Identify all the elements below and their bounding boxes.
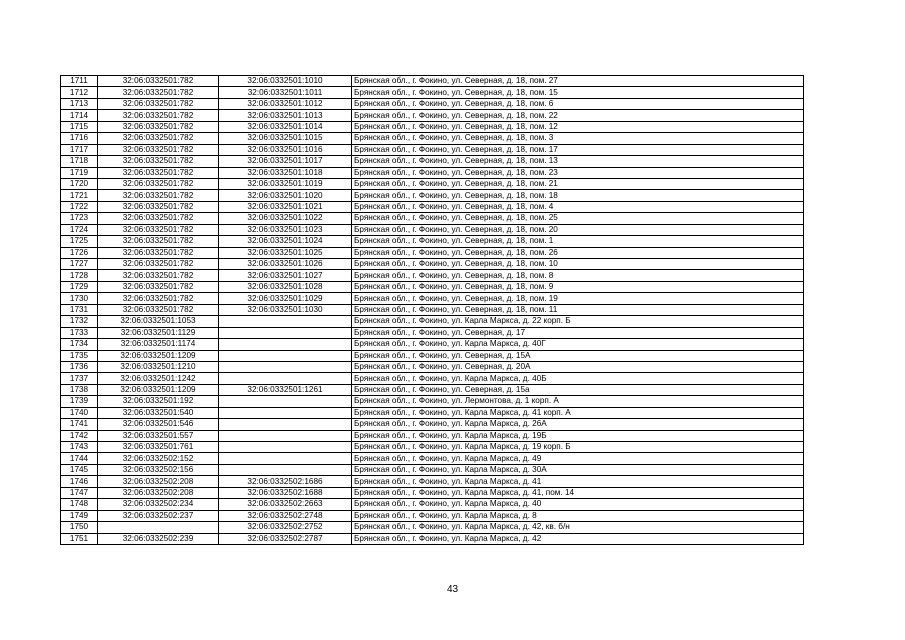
parcel-number-cell: 32:06:0332501:782: [98, 110, 219, 121]
table-row: [61, 442, 804, 453]
parcel-number-cell: 32:06:0332501:782: [98, 259, 219, 270]
address-cell: Брянская обл., г. Фокино, ул. Северная, д. 18, пом. 23: [352, 167, 804, 178]
parcel-number-cell: 32:06:0332501:782: [98, 224, 219, 235]
parcel-number-cell: 32:06:0332501:782: [98, 144, 219, 155]
address-cell: Брянская обл., г. Фокино, ул. Карла Маркса, д. 40: [352, 499, 804, 510]
address-cell: Брянская обл., г. Фокино, ул. Северная, д. 15А: [352, 350, 804, 361]
address-cell: Брянская обл., г. Фокино, ул. Карла Маркса, д. 41, пом. 14: [352, 487, 804, 498]
object-number-cell: 32:06:0332502:2748: [219, 510, 352, 521]
address-cell: Брянская обл., г. Фокино, ул. Северная, д. 17: [352, 327, 804, 338]
table-row: [61, 281, 804, 292]
object-number-cell: [219, 327, 352, 338]
parcel-number-cell: 32:06:0332501:782: [98, 201, 219, 212]
row-number-cell: 1713: [61, 98, 98, 109]
parcel-number-cell: 32:06:0332501:1174: [98, 339, 219, 350]
row-number-cell: 1747: [61, 487, 98, 498]
object-number-cell: 32:06:0332501:1018: [219, 167, 352, 178]
row-number-cell: 1746: [61, 476, 98, 487]
row-number-cell: 1750: [61, 522, 98, 533]
object-number-cell: 32:06:0332501:1017: [219, 156, 352, 167]
table-row: [61, 190, 804, 201]
row-number-cell: 1745: [61, 464, 98, 475]
address-cell: Брянская обл., г. Фокино, ул. Северная, д. 18, пом. 17: [352, 144, 804, 155]
object-number-cell: [219, 373, 352, 384]
row-number-cell: 1749: [61, 510, 98, 521]
object-number-cell: [219, 442, 352, 453]
address-cell: Брянская обл., г. Фокино, ул. Северная, д. 18, пом. 13: [352, 156, 804, 167]
parcel-number-cell: 32:06:0332501:782: [98, 190, 219, 201]
address-cell: Брянская обл., г. Фокино, ул. Северная, д. 18, пом. 25: [352, 213, 804, 224]
address-cell: Брянская обл., г. Фокино, ул. Карла Маркса, д. 22 корп. Б: [352, 316, 804, 327]
table-row: [61, 259, 804, 270]
table-row: [61, 121, 804, 132]
address-cell: Брянская обл., г. Фокино, ул. Карла Маркса, д. 40Г: [352, 339, 804, 350]
parcel-number-cell: 32:06:0332501:782: [98, 236, 219, 247]
parcel-number-cell: 32:06:0332502:208: [98, 476, 219, 487]
object-number-cell: [219, 407, 352, 418]
address-cell: Брянская обл., г. Фокино, ул. Карла Маркса, д. 42: [352, 533, 804, 544]
table-row: [61, 384, 804, 395]
parcel-number-cell: 32:06:0332501:192: [98, 396, 219, 407]
address-cell: Брянская обл., г. Фокино, ул. Северная, д. 18, пом. 6: [352, 98, 804, 109]
parcel-number-cell: 32:06:0332501:557: [98, 430, 219, 441]
page-number: 43: [446, 584, 459, 595]
parcel-number-cell: 32:06:0332501:782: [98, 213, 219, 224]
object-number-cell: 32:06:0332501:1011: [219, 87, 352, 98]
table-row: [61, 76, 804, 87]
table-row: [61, 178, 804, 189]
object-number-cell: [219, 361, 352, 372]
address-cell: Брянская обл., г. Фокино, ул. Карла Маркса, д. 49: [352, 453, 804, 464]
object-number-cell: 32:06:0332501:1015: [219, 133, 352, 144]
row-number-cell: 1737: [61, 373, 98, 384]
address-cell: Брянская обл., г. Фокино, ул. Лермонтова, д. 1 корп. А: [352, 396, 804, 407]
parcel-number-cell: 32:06:0332502:152: [98, 453, 219, 464]
address-cell: Брянская обл., г. Фокино, ул. Северная, д. 18, пом. 21: [352, 178, 804, 189]
address-cell: Брянская обл., г. Фокино, ул. Северная, д. 18, пом. 26: [352, 247, 804, 258]
table-row: [61, 407, 804, 418]
row-number-cell: 1732: [61, 316, 98, 327]
object-number-cell: 32:06:0332501:1030: [219, 304, 352, 315]
row-number-cell: 1727: [61, 259, 98, 270]
address-cell: Брянская обл., г. Фокино, ул. Карла Маркса, д. 19Б: [352, 430, 804, 441]
address-cell: Брянская обл., г. Фокино, ул. Карла Маркса, д. 30А: [352, 464, 804, 475]
table-row: [61, 213, 804, 224]
table-row: [61, 430, 804, 441]
parcel-number-cell: 32:06:0332501:782: [98, 281, 219, 292]
object-number-cell: 32:06:0332501:1014: [219, 121, 352, 132]
parcel-number-cell: 32:06:0332502:237: [98, 510, 219, 521]
table-row: [61, 110, 804, 121]
row-number-cell: 1725: [61, 236, 98, 247]
parcel-number-cell: 32:06:0332501:782: [98, 156, 219, 167]
row-number-cell: 1743: [61, 442, 98, 453]
row-number-cell: 1742: [61, 430, 98, 441]
object-number-cell: [219, 464, 352, 475]
row-number-cell: 1733: [61, 327, 98, 338]
row-number-cell: 1738: [61, 384, 98, 395]
parcel-number-cell: 32:06:0332501:782: [98, 247, 219, 258]
table-row: [61, 316, 804, 327]
parcel-number-cell: 32:06:0332501:1209: [98, 384, 219, 395]
object-number-cell: 32:06:0332501:1028: [219, 281, 352, 292]
object-number-cell: 32:06:0332501:1023: [219, 224, 352, 235]
object-number-cell: 32:06:0332501:1012: [219, 98, 352, 109]
parcel-number-cell: 32:06:0332501:782: [98, 178, 219, 189]
row-number-cell: 1730: [61, 293, 98, 304]
row-number-cell: 1723: [61, 213, 98, 224]
table-row: [61, 224, 804, 235]
address-cell: Брянская обл., г. Фокино, ул. Северная, д. 18, пом. 22: [352, 110, 804, 121]
address-cell: Брянская обл., г. Фокино, ул. Северная, д. 18, пом. 18: [352, 190, 804, 201]
table-row: [61, 270, 804, 281]
row-number-cell: 1719: [61, 167, 98, 178]
table-row: [61, 167, 804, 178]
parcel-number-cell: 32:06:0332501:782: [98, 293, 219, 304]
parcel-number-cell: 32:06:0332502:239: [98, 533, 219, 544]
row-number-cell: 1714: [61, 110, 98, 121]
table-row: [61, 361, 804, 372]
parcel-number-cell: 32:06:0332501:546: [98, 419, 219, 430]
object-number-cell: [219, 453, 352, 464]
row-number-cell: 1718: [61, 156, 98, 167]
row-number-cell: 1712: [61, 87, 98, 98]
row-number-cell: 1722: [61, 201, 98, 212]
object-number-cell: 32:06:0332501:1026: [219, 259, 352, 270]
table-row: [61, 373, 804, 384]
table-row: [61, 201, 804, 212]
row-number-cell: 1728: [61, 270, 98, 281]
parcel-number-cell: 32:06:0332502:208: [98, 487, 219, 498]
table-row: [61, 476, 804, 487]
object-number-cell: 32:06:0332501:1016: [219, 144, 352, 155]
table-row: [61, 156, 804, 167]
table-body: [61, 76, 804, 545]
object-number-cell: [219, 350, 352, 361]
row-number-cell: 1740: [61, 407, 98, 418]
parcel-number-cell: 32:06:0332501:782: [98, 270, 219, 281]
table-row: [61, 293, 804, 304]
object-number-cell: 32:06:0332501:1024: [219, 236, 352, 247]
row-number-cell: 1720: [61, 178, 98, 189]
object-number-cell: [219, 430, 352, 441]
parcel-number-cell: 32:06:0332501:782: [98, 121, 219, 132]
table-row: [61, 453, 804, 464]
object-number-cell: 32:06:0332502:1688: [219, 487, 352, 498]
parcel-number-cell: 32:06:0332501:1210: [98, 361, 219, 372]
parcel-number-cell: 32:06:0332501:782: [98, 98, 219, 109]
table-row: [61, 499, 804, 510]
table-row: [61, 522, 804, 533]
table-row: [61, 236, 804, 247]
address-cell: Брянская обл., г. Фокино, ул. Северная, д. 15а: [352, 384, 804, 395]
row-number-cell: 1751: [61, 533, 98, 544]
table-row: [61, 533, 804, 544]
address-cell: Брянская обл., г. Фокино, ул. Карла Маркса, д. 26А: [352, 419, 804, 430]
address-cell: Брянская обл., г. Фокино, ул. Северная, д. 18, пом. 27: [352, 76, 804, 87]
table-row: [61, 327, 804, 338]
row-number-cell: 1711: [61, 76, 98, 87]
address-cell: Брянская обл., г. Фокино, ул. Карла Маркса, д. 8: [352, 510, 804, 521]
parcel-number-cell: 32:06:0332501:782: [98, 304, 219, 315]
object-number-cell: [219, 339, 352, 350]
address-cell: Брянская обл., г. Фокино, ул. Северная, д. 18, пом. 1: [352, 236, 804, 247]
parcel-number-cell: 32:06:0332501:782: [98, 76, 219, 87]
address-cell: Брянская обл., г. Фокино, ул. Северная, д. 18, пом. 9: [352, 281, 804, 292]
address-cell: Брянская обл., г. Фокино, ул. Карла Маркса, д. 19 корп. Б: [352, 442, 804, 453]
address-cell: Брянская обл., г. Фокино, ул. Северная, д. 18, пом. 20: [352, 224, 804, 235]
parcel-number-cell: 32:06:0332501:1242: [98, 373, 219, 384]
table-row: [61, 419, 804, 430]
parcel-number-cell: 32:06:0332501:782: [98, 133, 219, 144]
object-number-cell: 32:06:0332501:1027: [219, 270, 352, 281]
parcel-number-cell: 32:06:0332501:782: [98, 87, 219, 98]
row-number-cell: 1735: [61, 350, 98, 361]
row-number-cell: 1717: [61, 144, 98, 155]
address-cell: Брянская обл., г. Фокино, ул. Северная, д. 18, пом. 10: [352, 259, 804, 270]
parcel-number-cell: 32:06:0332502:156: [98, 464, 219, 475]
row-number-cell: 1721: [61, 190, 98, 201]
table-row: [61, 396, 804, 407]
table-row: [61, 350, 804, 361]
cadastral-table: [60, 75, 804, 545]
object-number-cell: 32:06:0332501:1019: [219, 178, 352, 189]
object-number-cell: [219, 419, 352, 430]
address-cell: Брянская обл., г. Фокино, ул. Северная, д. 18, пом. 12: [352, 121, 804, 132]
address-cell: Брянская обл., г. Фокино, ул. Северная, д. 20А: [352, 361, 804, 372]
table-row: [61, 304, 804, 315]
table-row: [61, 510, 804, 521]
table-row: [61, 87, 804, 98]
address-cell: Брянская обл., г. Фокино, ул. Северная, д. 18, пом. 15: [352, 87, 804, 98]
object-number-cell: 32:06:0332501:1020: [219, 190, 352, 201]
object-number-cell: 32:06:0332501:1022: [219, 213, 352, 224]
parcel-number-cell: 32:06:0332501:1053: [98, 316, 219, 327]
row-number-cell: 1744: [61, 453, 98, 464]
parcel-number-cell: 32:06:0332501:1129: [98, 327, 219, 338]
object-number-cell: 32:06:0332501:1013: [219, 110, 352, 121]
object-number-cell: 32:06:0332501:1025: [219, 247, 352, 258]
address-cell: Брянская обл., г. Фокино, ул. Карла Маркса, д. 42, кв. б/н: [352, 522, 804, 533]
table-row: [61, 339, 804, 350]
object-number-cell: 32:06:0332502:2663: [219, 499, 352, 510]
object-number-cell: 32:06:0332501:1010: [219, 76, 352, 87]
object-number-cell: 32:06:0332501:1029: [219, 293, 352, 304]
parcel-number-cell: 32:06:0332501:540: [98, 407, 219, 418]
address-cell: Брянская обл., г. Фокино, ул. Северная, д. 18, пом. 11: [352, 304, 804, 315]
row-number-cell: 1716: [61, 133, 98, 144]
row-number-cell: 1724: [61, 224, 98, 235]
parcel-number-cell: 32:06:0332501:782: [98, 167, 219, 178]
object-number-cell: [219, 316, 352, 327]
object-number-cell: 32:06:0332501:1261: [219, 384, 352, 395]
address-cell: Брянская обл., г. Фокино, ул. Северная, д. 18, пом. 4: [352, 201, 804, 212]
object-number-cell: 32:06:0332502:2787: [219, 533, 352, 544]
object-number-cell: 32:06:0332502:2752: [219, 522, 352, 533]
address-cell: Брянская обл., г. Фокино, ул. Карла Маркса, д. 41: [352, 476, 804, 487]
table-row: [61, 487, 804, 498]
address-cell: Брянская обл., г. Фокино, ул. Северная, д. 18, пом. 8: [352, 270, 804, 281]
row-number-cell: 1739: [61, 396, 98, 407]
parcel-number-cell: [98, 522, 219, 533]
table-row: [61, 98, 804, 109]
row-number-cell: 1741: [61, 419, 98, 430]
address-cell: Брянская обл., г. Фокино, ул. Карла Маркса, д. 41 корп. А: [352, 407, 804, 418]
row-number-cell: 1734: [61, 339, 98, 350]
table-row: [61, 464, 804, 475]
row-number-cell: 1736: [61, 361, 98, 372]
parcel-number-cell: 32:06:0332502:234: [98, 499, 219, 510]
object-number-cell: [219, 396, 352, 407]
row-number-cell: 1748: [61, 499, 98, 510]
row-number-cell: 1715: [61, 121, 98, 132]
table-row: [61, 247, 804, 258]
object-number-cell: 32:06:0332501:1021: [219, 201, 352, 212]
row-number-cell: 1729: [61, 281, 98, 292]
parcel-number-cell: 32:06:0332501:1209: [98, 350, 219, 361]
table-row: [61, 144, 804, 155]
address-cell: Брянская обл., г. Фокино, ул. Карла Маркса, д. 40Б: [352, 373, 804, 384]
parcel-number-cell: 32:06:0332501:761: [98, 442, 219, 453]
row-number-cell: 1731: [61, 304, 98, 315]
object-number-cell: 32:06:0332502:1686: [219, 476, 352, 487]
address-cell: Брянская обл., г. Фокино, ул. Северная, д. 18, пом. 3: [352, 133, 804, 144]
table-row: [61, 133, 804, 144]
row-number-cell: 1726: [61, 247, 98, 258]
address-cell: Брянская обл., г. Фокино, ул. Северная, д. 18, пом. 19: [352, 293, 804, 304]
